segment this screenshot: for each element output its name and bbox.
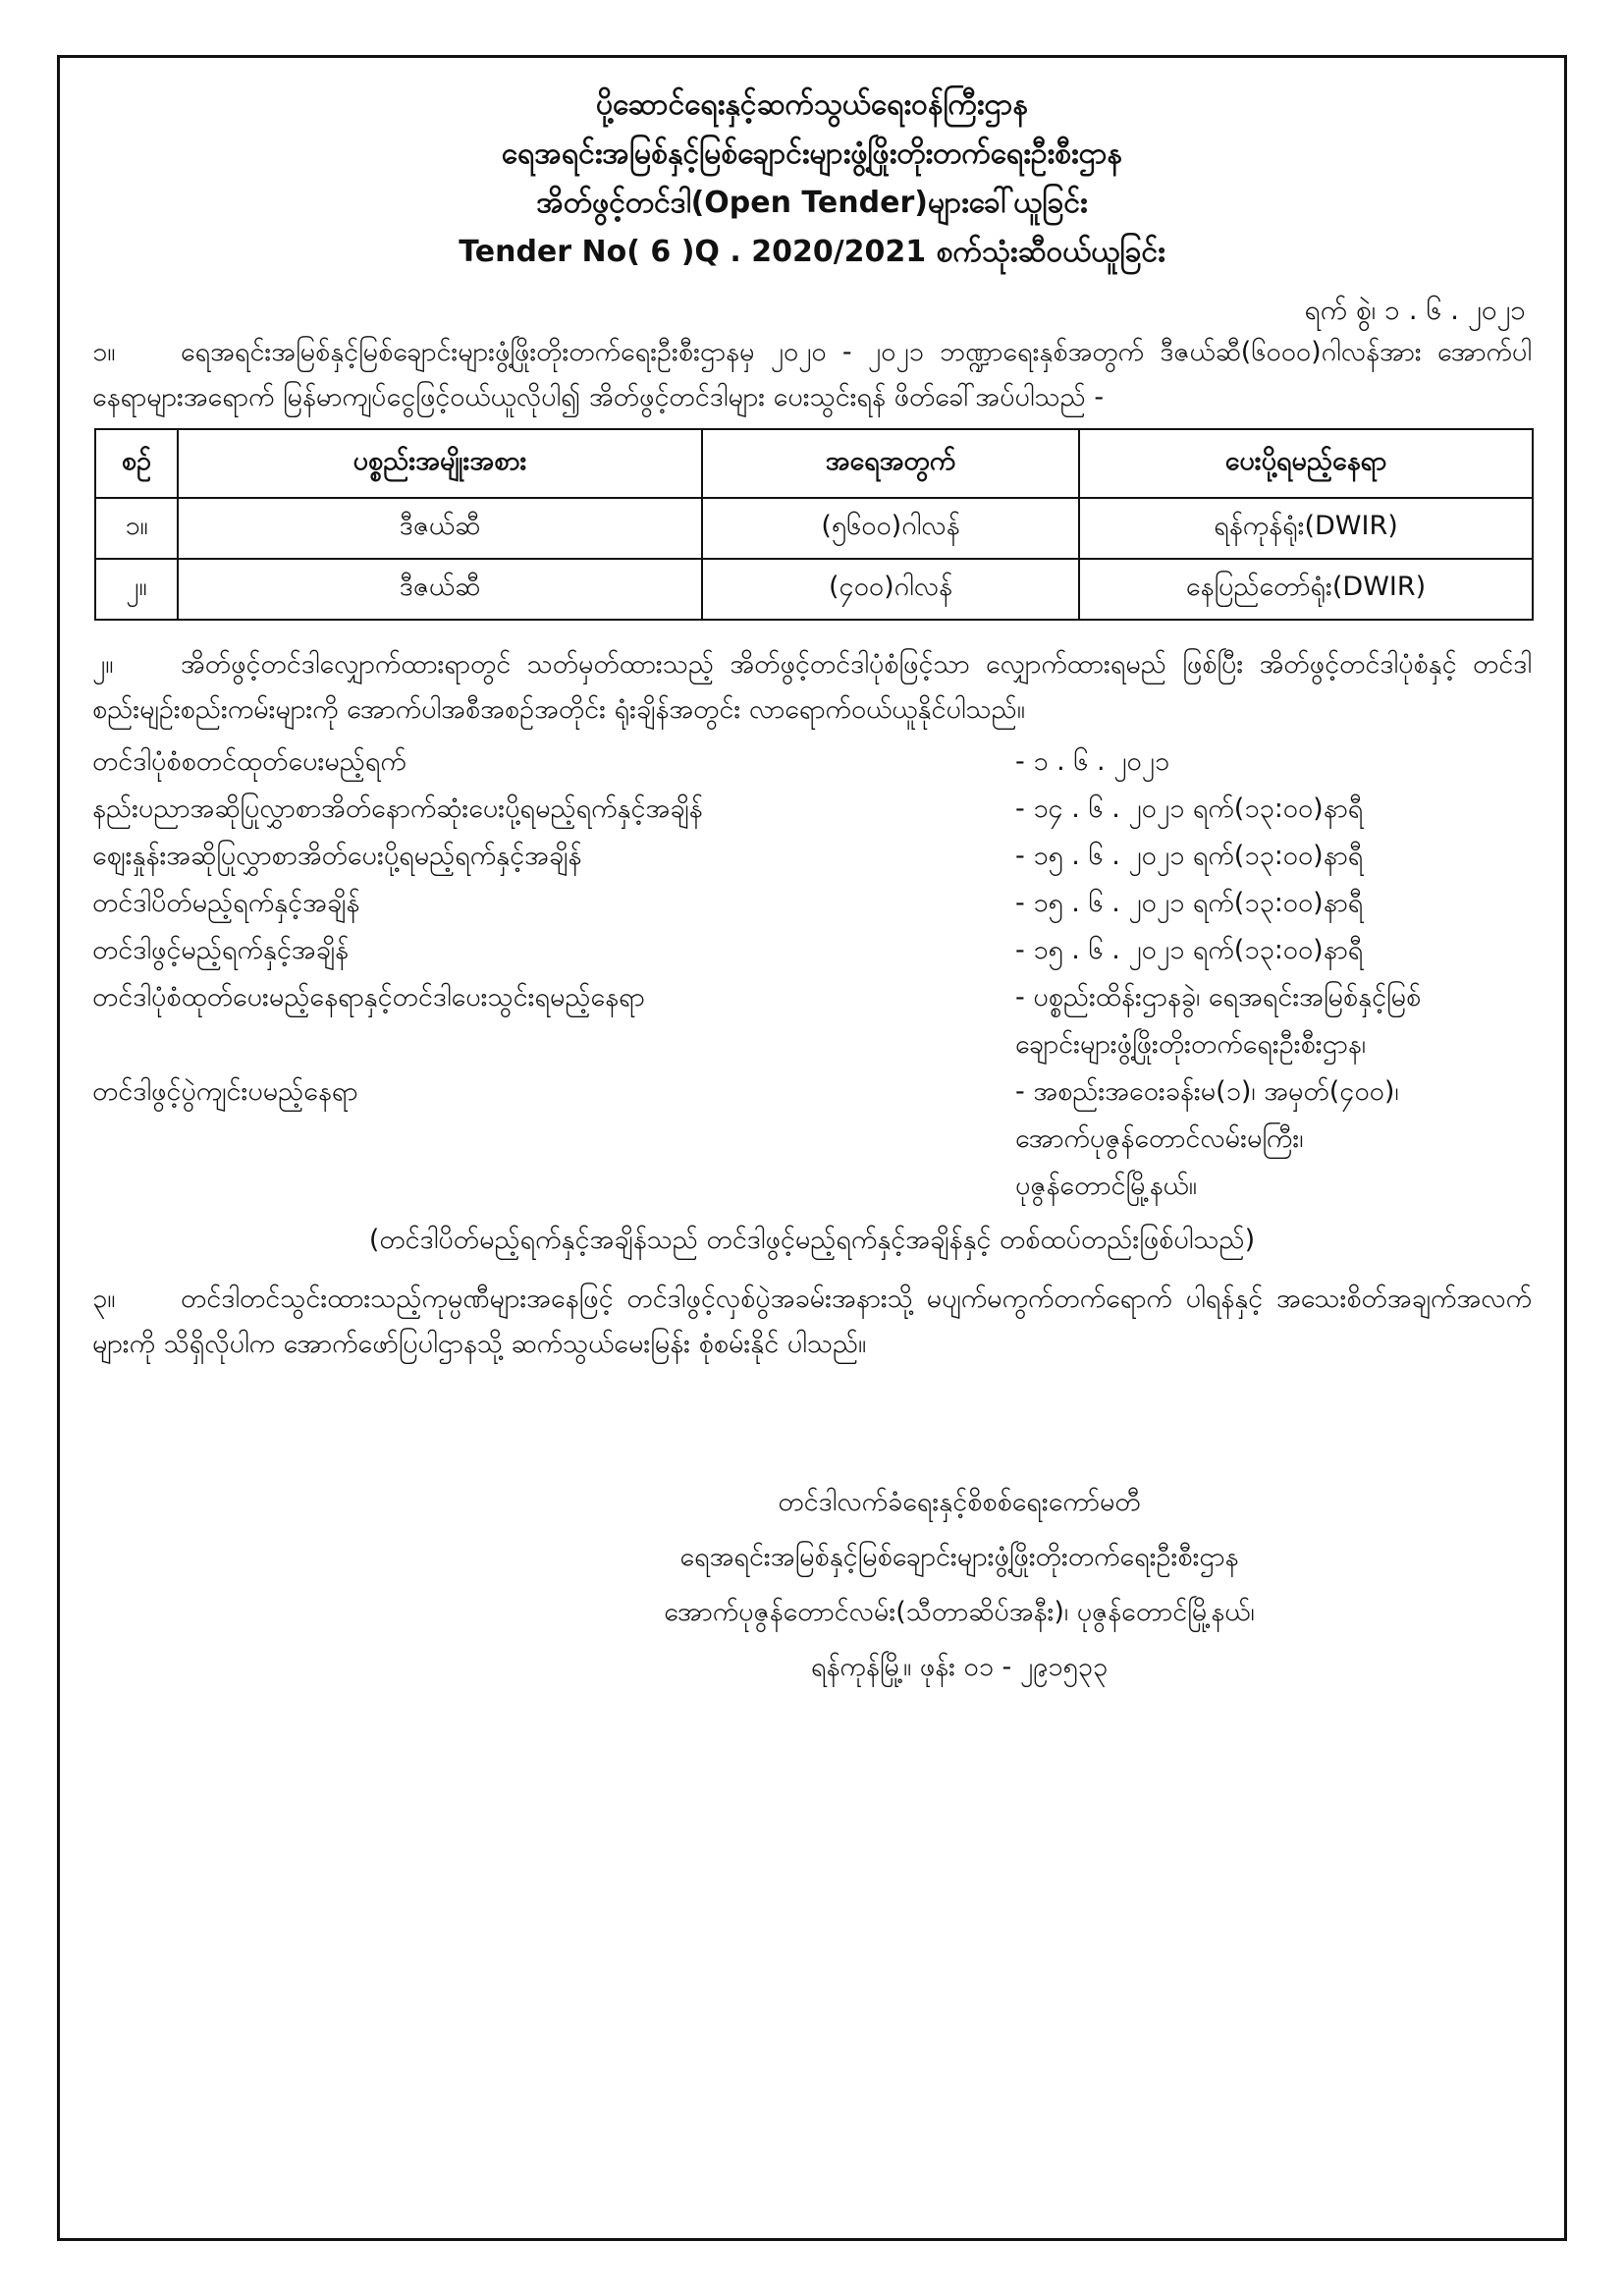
schedule-label: တင်ဒါဖွင့်ပွဲကျင်းပမည့်နေရာ — [92, 1076, 358, 1107]
address-line: အောက်ပုဇွန်တောင်လမ်း(သီတာဆိပ်အနီး)၊ ပုဇွန်တောင်မြို့နယ်၊ — [664, 1597, 1255, 1627]
schedule-value: - ၁၅ . ၆ . ၂၀၂၁ ရက်(၁၃:၀၀)နာရီ — [1015, 888, 1364, 918]
paragraph-1 — [69, 330, 1555, 420]
department-title: ရေအရင်းအမြစ်နှင့်မြစ်ချောင်းများဖွံ့ဖြိုးတိုးတက်ရေးဦးစီးဌာန — [501, 137, 1123, 171]
notice-date: ရက် စွဲ၊ ၁ . ၆ . ၂၀၂၁ — [1304, 294, 1526, 326]
cell-no: ၂။ — [95, 559, 178, 620]
cell-quantity: (၄၀၀)ဂါလန် — [702, 559, 1079, 620]
table-header-row — [95, 429, 1533, 498]
schedule-row — [92, 880, 1532, 927]
schedule-label: နည်းပညာအဆိုပြုလွှာစာအိတ်နောက်ဆုံးပေးပို့ရမည့်ရက်နှင့်အချိန် — [92, 793, 703, 824]
schedule-list — [69, 738, 1555, 1210]
schedule-label: တင်ဒါဖွင့်မည့်ရက်နှင့်အချိန် — [92, 935, 350, 965]
table-row — [95, 559, 1533, 620]
schedule-label: တင်ဒါပုံစံထုတ်ပေးမည့်နေရာနှင့်တင်ဒါပေးသွင်းရမည့်နေရာ — [92, 982, 645, 1012]
schedule-value: - ၁၅ . ၆ . ၂၀၂၁ ရက်(၁၃:၀၀)နာရီ — [1015, 935, 1364, 965]
notice-title: အိတ်ဖွင့်တင်ဒါ(Open Tender)များခေါ်ယူခြင်း — [536, 186, 1088, 220]
col-header-no: စဉ် — [95, 429, 178, 498]
cell-delivery: ရန်ကုန်ရုံး(DWIR) — [1079, 498, 1533, 559]
schedule-value: - ၁၅ . ၆ . ၂၀၂၁ ရက်(၁၃:၀၀)နာရီ — [1015, 841, 1364, 871]
schedule-row — [92, 738, 1532, 786]
paragraph-number: ၂။ — [92, 649, 114, 680]
committee-name: တင်ဒါလက်ခံရေးနှင့်စိစစ်ရေးကော်မတီ — [778, 1487, 1141, 1517]
tender-number: Tender No( 6 )Q . 2020/2021 စက်သုံးဆီဝယ်ယူခြင်း — [459, 235, 1165, 269]
cell-item: ဒီဇယ်ဆီ — [178, 559, 702, 620]
schedule-row — [92, 833, 1532, 880]
schedule-value: - ၁ . ၆ . ၂၀၂၁ — [1015, 746, 1170, 777]
schedule-label: တင်ဒါပုံစံစတင်ထုတ်ပေးမည့်ရက် — [92, 746, 406, 777]
phone-line: ရန်ကုန်မြို့။ ဖုန်း ၀၁ - ၂၉၁၅၃၃ — [810, 1652, 1109, 1682]
paragraph-number: ၃။ — [92, 1284, 116, 1314]
cell-item: ဒီဇယ်ဆီ — [178, 498, 702, 559]
schedule-row — [92, 927, 1532, 974]
tender-notice — [69, 67, 1555, 1695]
schedule-value: - အစည်းအဝေးခန်းမ(၁)၊ အမှတ်(၄၀၀)၊ အောက်ပုဇွန်တောင်လမ်းမကြီး၊ ပုဇွန်တောင်မြို့နယ်။ — [1015, 1076, 1399, 1201]
cell-delivery: နေပြည်တော်ရုံး(DWIR) — [1079, 559, 1533, 620]
notice-header — [69, 81, 1555, 277]
paragraph-number: ၁။ — [92, 337, 116, 367]
cell-no: ၁။ — [95, 498, 178, 559]
paragraph-text: တင်ဒါတင်သွင်းထားသည့်ကုမ္ပဏီများအနေဖြင့် တင်ဒါဖွင့်လှစ်ပွဲအခမ်းအနားသို့ မပျက်မကွက်တက်ရောက် ပါရန်နှင့် အသေးစိတ်အချက်အလက်များကို သိရှိလိုပါက အောက်ဖော်ပြပါဌာနသို့ ဆက်သွယ်မေးမြန်း စုံစမ်းနိုင် ပါသည်။ — [92, 1284, 1532, 1359]
col-header-item: ပစ္စည်းအမျိုးအစား — [178, 429, 702, 498]
schedule-value: - ပစ္စည်းထိန်းဌာနခွဲ၊ ရေအရင်းအမြစ်နှင့်မြစ် ချောင်းများဖွံ့ဖြိုးတိုးတက်ရေးဦးစီးဌာန၊ — [1015, 982, 1422, 1060]
schedule-row — [92, 1068, 1532, 1210]
schedule-row — [92, 786, 1532, 833]
department-name: ရေအရင်းအမြစ်နှင့်မြစ်ချောင်းများဖွံ့ဖြိုးတိုးတက်ရေးဦးစီးဌာန — [679, 1542, 1239, 1572]
paragraph-3 — [69, 1277, 1555, 1367]
table-row — [95, 498, 1533, 559]
schedule-label: တင်ဒါပိတ်မည့်ရက်နှင့်အချိန် — [92, 888, 360, 918]
ministry-title: ပို့ဆောင်ရေးနှင့်ဆက်သွယ်ရေးဝန်ကြီးဌာန — [596, 87, 1028, 122]
paragraph-2 — [69, 642, 1555, 733]
col-header-quantity: အရေအတွက် — [702, 429, 1079, 498]
schedule-row — [92, 974, 1532, 1068]
schedule-value: - ၁၄ . ၆ . ၂၀၂၁ ရက်(၁၃:၀၀)နာရီ — [1015, 793, 1364, 824]
schedule-note: (တင်ဒါပိတ်မည့်ရက်နှင့်အချိန်သည် တင်ဒါဖွင့်မည့်ရက်နှင့်အချိန်နှင့် တစ်ထပ်တည်းဖြစ်ပါသည်) — [368, 1225, 1256, 1255]
paragraph-text: အိတ်ဖွင့်တင်ဒါလျှောက်ထားရာတွင် သတ်မှတ်ထားသည့် အိတ်ဖွင့်တင်ဒါပုံစံဖြင့်သာ လျှောက်ထားရမည် ဖြစ်ပြီး အိတ်ဖွင့်တင်ဒါပုံစံနှင့် တင်ဒါစည်းမျဉ်းစည်းကမ်းများကို အောက်ပါအစီအစဉ်အတိုင်း ရုံးချိန်အတွင်း လာရောက်ဝယ်ယူနိုင်ပါသည်။ — [92, 649, 1532, 725]
items-table — [94, 428, 1534, 621]
paragraph-text: ရေအရင်းအမြစ်နှင့်မြစ်ချောင်းများဖွံ့ဖြိုးတိုးတက်ရေးဦးစီးဌာနမှ ၂၀၂၀ - ၂၀၂၁ ဘဏ္ဍာရေးနှစ်အတွက် ဒီဇယ်ဆီ(၆၀၀၀)ဂါလန်အား အောက်ပါနေရာများအရောက် မြန်မာကျပ်ငွေဖြင့်ဝယ်ယူလိုပါ၍ အိတ်ဖွင့်တင်ဒါများ ပေးသွင်းရန် ဖိတ်ခေါ်အပ်ပါသည် - — [92, 337, 1532, 412]
col-header-delivery: ပေးပို့ရမည့်နေရာ — [1079, 429, 1533, 498]
schedule-label: ဈေးနှုန်းအဆိုပြုလွှာစာအိတ်ပေးပို့ရမည့်ရက်နှင့်အချိန် — [92, 841, 582, 871]
signature-block — [69, 1475, 1555, 1695]
cell-quantity: (၅၆၀၀)ဂါလန် — [702, 498, 1079, 559]
